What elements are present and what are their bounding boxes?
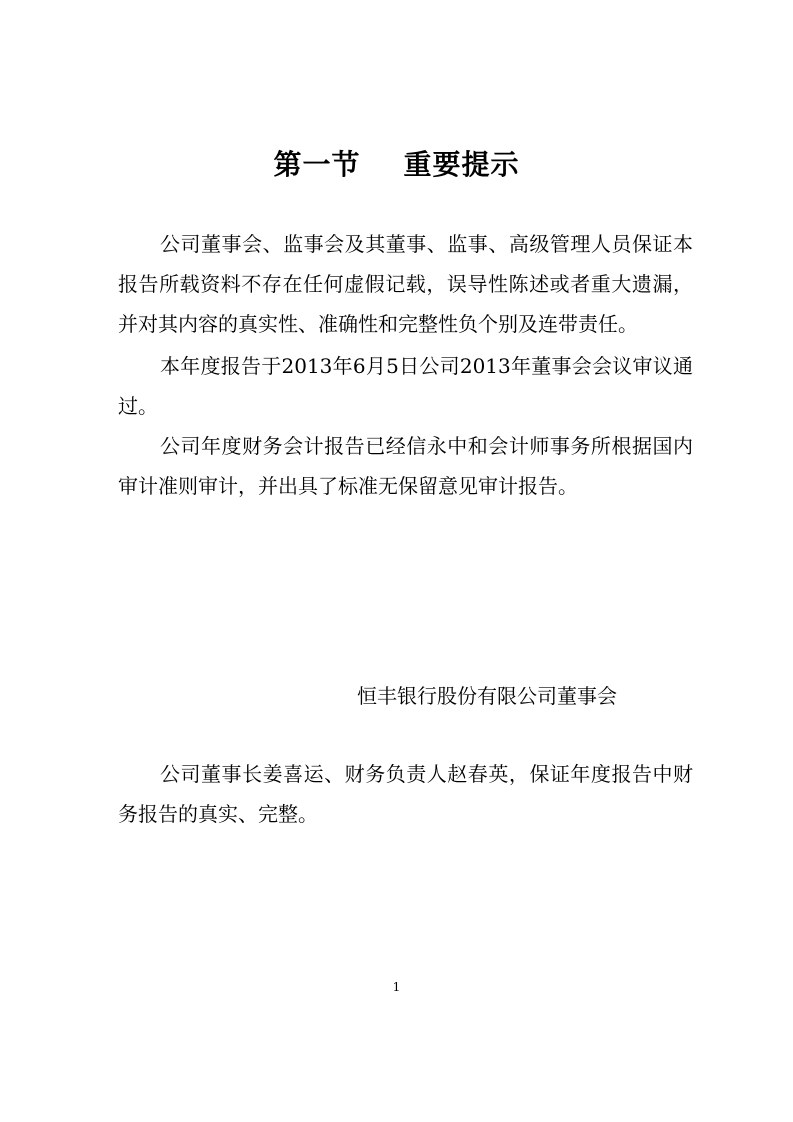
paragraph-responsibility-statement: 公司董事会、监事会及其董事、监事、高级管理人员保证本报告所载资料不存在任何虚假记载，误导性陈述或者重大遗漏，并对其内容的真实性、准确性和完整性负个别及连带责任。 xyxy=(118,232,693,336)
section-title: 第一节 重要提示 xyxy=(273,148,520,181)
paragraph-board-approval: 本年度报告于2013年6月5日公司2013年董事会会议审议通过。 xyxy=(118,354,693,418)
board-signature: 恒丰银行股份有限公司董事会 xyxy=(357,684,617,708)
paragraph-financial-guarantee: 公司董事长姜喜运、财务负责人赵春英，保证年度报告中财务报告的真实、完整。 xyxy=(118,762,693,826)
paragraph-audit-opinion: 公司年度财务会计报告已经信永中和会计师事务所根据国内审计准则审计，并出具了标准无保留意见审计报告。 xyxy=(118,434,693,498)
page-number: 1 xyxy=(392,980,401,994)
